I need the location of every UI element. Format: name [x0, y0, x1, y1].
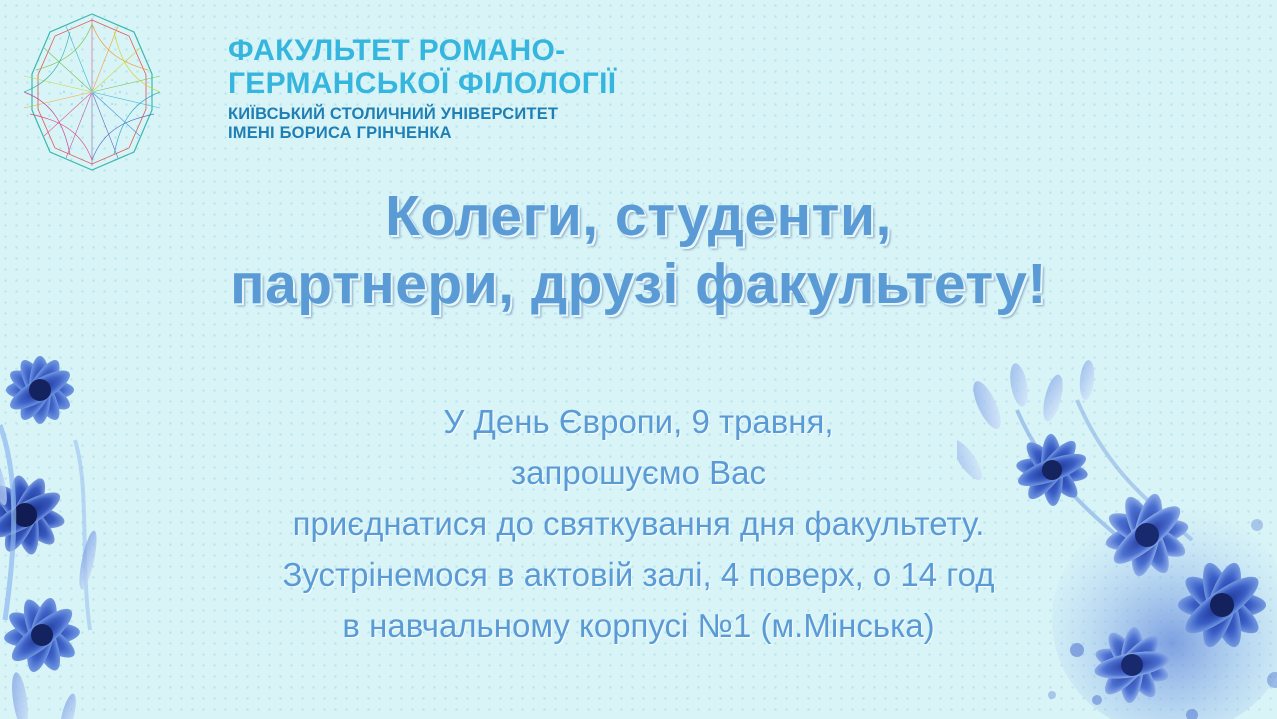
- body-line-2: запрошуємо Вас: [511, 454, 766, 491]
- invitation-body: [0, 396, 1277, 651]
- university-emblem-icon: [8, 8, 176, 176]
- faculty-name-line1: ФАКУЛЬТЕТ РОМАНО-: [228, 34, 566, 67]
- institution-header: [228, 34, 848, 143]
- body-line-1: У День Європи, 9 травня,: [443, 403, 834, 440]
- university-name-line2: ІМЕНІ БОРИСА ГРІНЧЕНКА: [228, 124, 452, 142]
- title-line-1: Колеги, студенти,: [385, 184, 892, 248]
- body-line-5: в навчальному корпусі №1 (м.Мінська): [342, 607, 935, 644]
- university-name-line1: КИЇВСЬКИЙ СТОЛИЧНИЙ УНІВЕРСИТЕТ: [228, 105, 559, 123]
- page-title: [0, 182, 1277, 318]
- title-line-2: партнери, друзі факультету!: [230, 252, 1047, 316]
- body-line-4: Зустрінемося в актовій залі, 4 поверх, о 14 год: [282, 556, 995, 593]
- body-line-3: приєднатися до святкування дня факультету.: [292, 505, 985, 542]
- faculty-name-line2: ГЕРМАНСЬКОЇ ФІЛОЛОГІЇ: [228, 67, 617, 100]
